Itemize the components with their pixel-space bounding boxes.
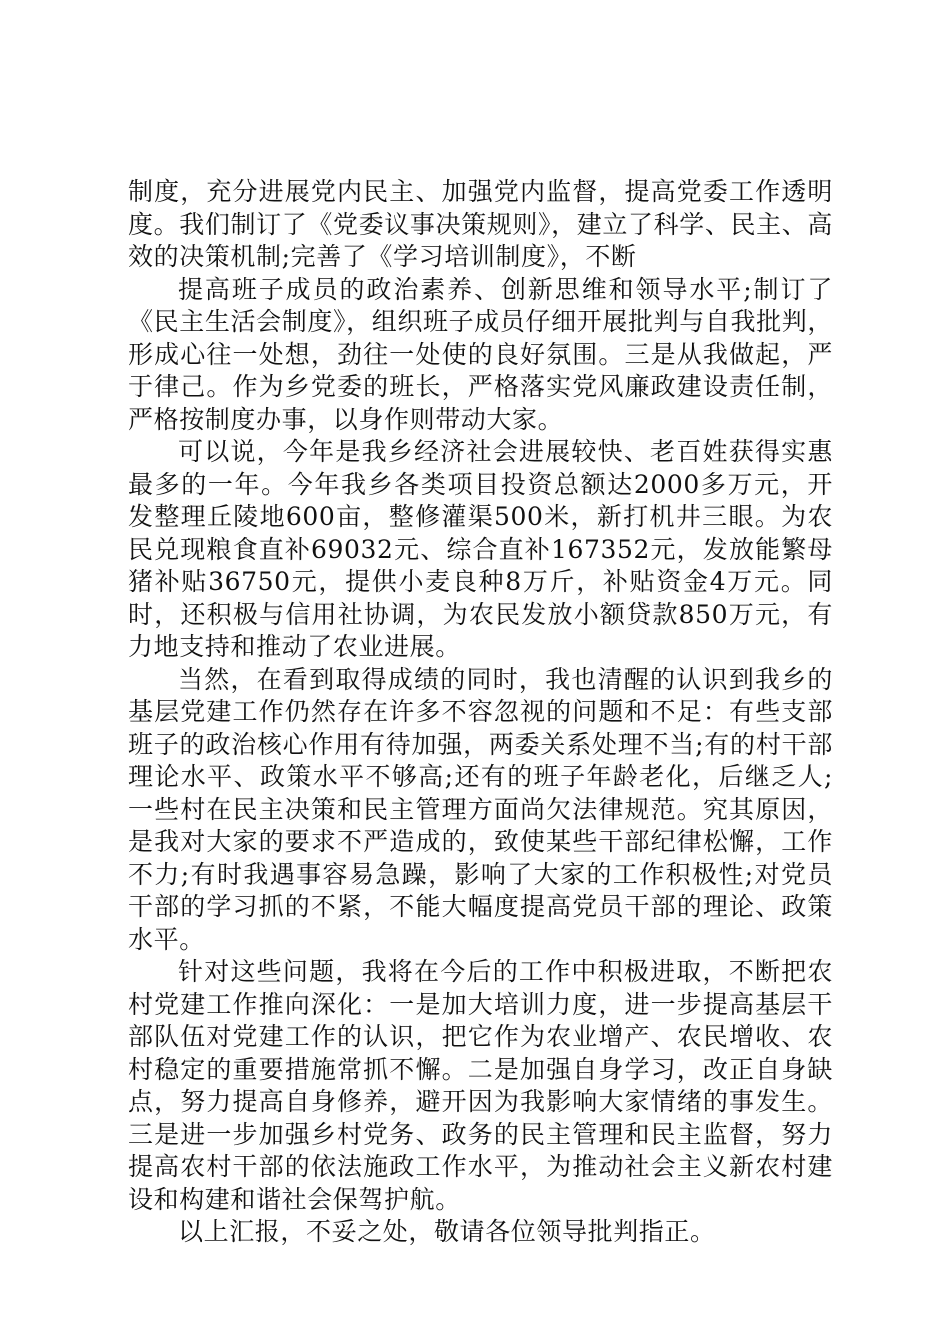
paragraph-leadership-quality: 提高班子成员的政治素养、创新思维和领导水平;制订了《民主生活会制度》，组织班子成员仔细开展批判与自我批判，形成心往一处想，劲往一处使的良好氛围。三是从我做起，严于律己。作为乡党委的班长，严格落实党风廉政建设责任制，严格按制度办事，以身作则带动大家。 <box>128 274 833 434</box>
paragraph-problems: 当然，在看到取得成绩的同时，我也清醒的认识到我乡的基层党建工作仍然存在许多不容忽视的问题和不足：有些支部班子的政治核心作用有待加强，两委关系处理不当;有的村干部理论水平、政策水平不够高;还有的班子年龄老化，后继乏人;一些村在民主决策和民主管理方面尚欠法律规范。究其原因，是我对大家的要求不严造成的，致使某些干部纪律松懈，工作不力;有时我遇事容易急躁，影响了大家的工作积极性;对党员干部的学习抓的不紧，不能大幅度提高党员干部的理论、政策水平。 <box>128 664 833 954</box>
paragraph-continuation: 制度，充分进展党内民主、加强党内监督，提高党委工作透明度。我们制订了《党委议事决策规则》，建立了科学、民主、高效的决策机制;完善了《学习培训制度》，不断 <box>128 177 833 271</box>
paragraph-measures: 针对这些问题，我将在今后的工作中积极进取，不断把农村党建工作推向深化：一是加大培训力度，进一步提高基层干部队伍对党建工作的认识，把它作为农业增产、农民增收、农村稳定的重要措施常抓不懈。二是加强自身学习，改正自身缺点，努力提高自身修养，避开因为我影响大家情绪的事发生。三是进一步加强乡村党务、政务的民主管理和民主监督，努力提高农村干部的依法施政工作水平，为推动社会主义新农村建设和构建和谐社会保驾护航。 <box>128 957 833 1214</box>
paragraph-economic-results: 可以说，今年是我乡经济社会进展较快、老百姓获得实惠最多的一年。今年我乡各类项目投资总额达2000多万元，开发整理丘陵地600亩，整修灌渠500米，新打机井三眼。为农民兑现粮食直补69032元、综合直补167352元，发放能繁母猪补贴36750元，提供小麦良种8万斤，补贴资金4万元。同时，还积极与信用社协调，为农民发放小额贷款850万元，有力地支持和推动了农业进展。 <box>128 437 833 661</box>
document-body <box>128 176 833 1249</box>
paragraph-closing: 以上汇报，不妥之处，敬请各位领导批判指正。 <box>178 1217 716 1246</box>
